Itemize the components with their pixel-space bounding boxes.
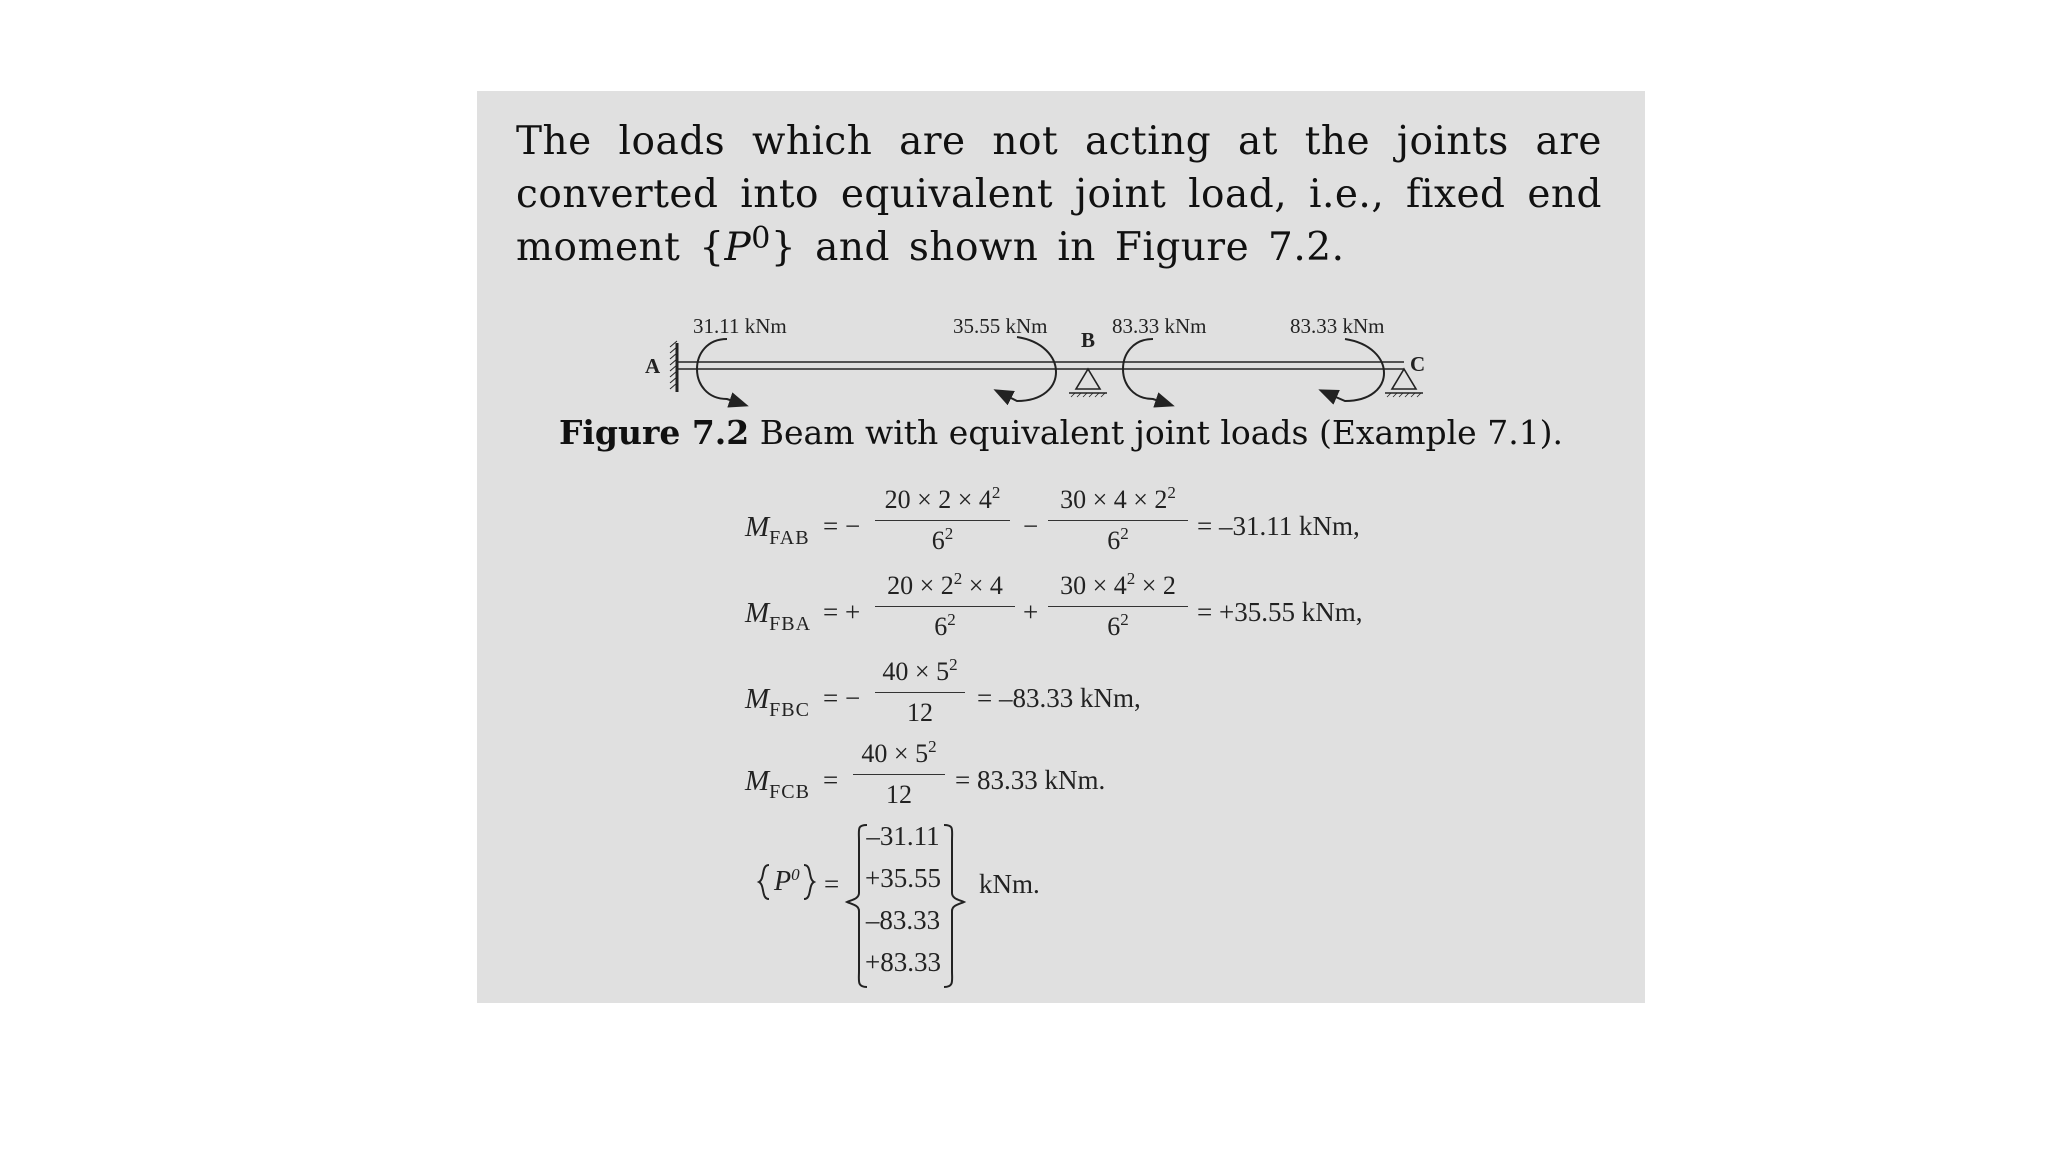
load-vector-equation [747,821,1167,991]
vector-unit: kNm. [979,869,1040,899]
moment-arrow-at-c [1322,339,1384,401]
equation-m-fab: $M_{FAB}$ = − $\frac{20 \times 2 \times 4^2}{6^2}$ − $\frac{30 \times 4 \times 2^2}{6^2}$ = –31.11 kNm, [745,484,1445,574]
beam-member [677,362,1404,369]
figure-caption-label: Figure 7.2 [558,413,750,452]
fraction: $\frac{40 \times 5^2}{12}$ [875,656,965,731]
support-label-a: A [645,354,661,378]
vector-entry: +83.33 [865,947,941,977]
load-vector-symbol: P [724,225,752,270]
fraction: $\frac{40 \times 5^2}{12}$ [853,738,945,813]
moment-label-b-left: 35.55 kNm [953,314,1048,338]
load-vector-superscript: 0 [751,221,771,256]
intro-text-start: The loads which are not acting at the joints are converted into equivalent joint load, i.e., fixed end moment { [516,119,1602,270]
fraction: $\frac{30 \times 4 \times 2^2}{6^2}$ [1048,484,1188,559]
moment-arrow-at-a [697,339,745,405]
fraction: $\frac{20 \times 2^2 \times 4}{6^2}$ [875,570,1015,645]
equation-m-fbc: $M_{FBC}$ = − $\frac{40 \times 5^2}{12}$ = –83.33 kNm, [745,656,1245,746]
beam-figure [645,297,1437,407]
fraction: $\frac{20 \times 2 \times 4^2}{6^2}$ [875,484,1010,559]
equation-m-fcb: $M_{FCB}$ = $\frac{40 \times 5^2}{12}$ = 83.33 kNm. [745,738,1245,828]
vector-entry: +35.55 [865,863,941,893]
vector-entry: –83.33 [865,905,941,935]
intro-paragraph [516,115,1602,274]
fixed-support-a [670,341,677,392]
intro-text-end: } and shown in Figure 7.2. [770,225,1345,270]
moment-label-a: 31.11 kNm [693,314,787,338]
moment-label-c: 83.33 kNm [1290,314,1385,338]
moment-arrow-at-b-right [1123,339,1171,405]
figure-caption-text: Beam with equivalent joint loads (Example 7.1). [749,413,1564,452]
equation-m-fba: $M_{FBA}$ = + $\frac{20 \times 2^2 \times 4}{6^2}$ + $\frac{30 \times 4^2 \times 2}{6^2}$ = +35.55 kNm, [745,570,1445,660]
vector-brackets [747,821,1167,991]
fraction: $\frac{30 \times 4^2 \times 2}{6^2}$ [1048,570,1188,645]
moment-label-b-right: 83.33 kNm [1112,314,1207,338]
figure-caption [477,413,1645,452]
content-panel [477,91,1645,1003]
vector-entry: –31.11 [866,821,940,851]
pin-support-b [1069,369,1107,397]
vector-symbol: $P^0$ [774,865,800,897]
support-label-b: B [1081,328,1096,352]
vector-equals: = [824,869,840,899]
support-label-c: C [1410,352,1426,376]
